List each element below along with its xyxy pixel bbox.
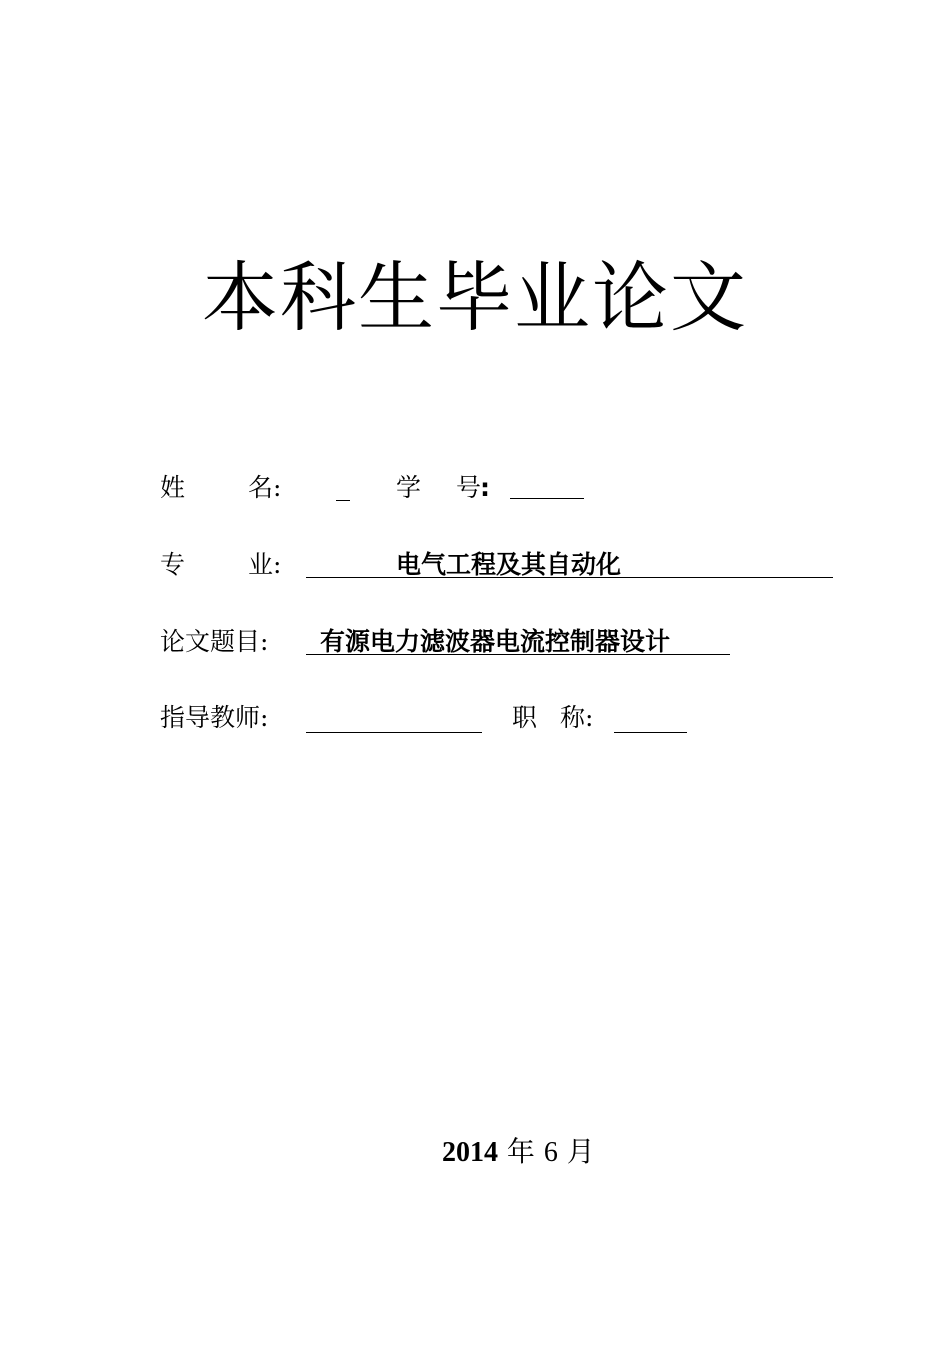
- document-title: 本科生毕业论文: [202, 253, 748, 342]
- name-label-second: 名:: [248, 473, 282, 502]
- date-year-unit: 年: [506, 1135, 535, 1168]
- date-month: 6: [543, 1137, 558, 1168]
- student-id-colon: :: [480, 473, 490, 502]
- name-blank[interactable]: [336, 482, 350, 501]
- rank-label-second: 称:: [560, 703, 594, 732]
- major-value: 电气工程及其自动化: [396, 550, 622, 579]
- name-row: [160, 468, 760, 508]
- rank-blank[interactable]: [614, 698, 687, 733]
- advisor-blank[interactable]: [306, 698, 482, 733]
- date-month-unit: 月: [566, 1135, 595, 1168]
- thesis-title-row: [160, 622, 760, 662]
- thesis-title-value: 有源电力滤波器电流控制器设计: [320, 627, 671, 656]
- date-year: 2014: [442, 1137, 498, 1168]
- student-id-label-first: 学: [396, 473, 422, 502]
- thesis-title-label: 论文题目:: [160, 627, 269, 656]
- major-label-first: 专: [160, 550, 186, 579]
- date-line: [442, 1132, 595, 1173]
- student-id-label-second: 号: [456, 473, 482, 502]
- rank-label-first: 职: [512, 703, 538, 732]
- advisor-row: [160, 698, 700, 738]
- major-row: [160, 545, 840, 585]
- student-id-blank[interactable]: [510, 468, 584, 499]
- name-label-first: 姓: [160, 473, 186, 502]
- advisor-label: 指导教师:: [160, 703, 269, 732]
- major-label-second: 业:: [248, 550, 282, 579]
